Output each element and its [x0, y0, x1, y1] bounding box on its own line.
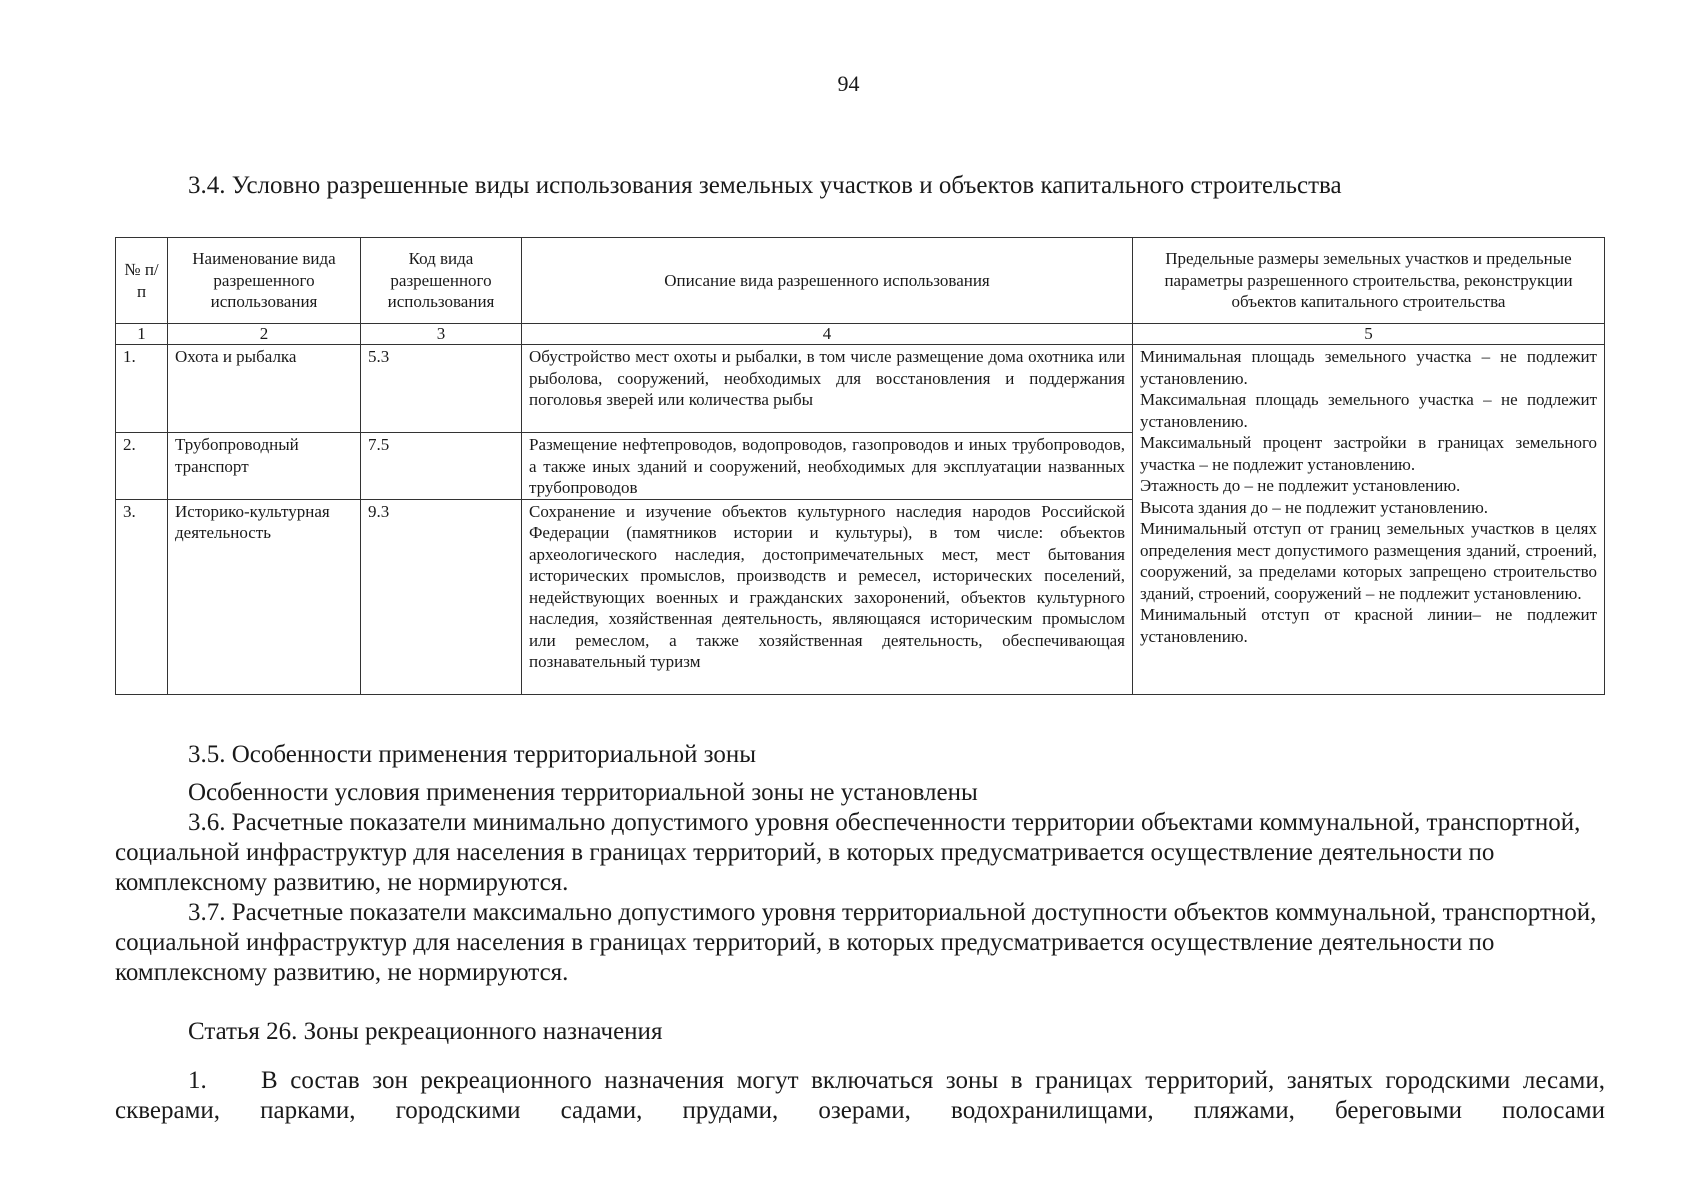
- article-26-item-1-paragraph: [115, 1066, 1605, 1126]
- column-number: 4: [522, 324, 1133, 345]
- row-number: 2.: [116, 433, 168, 500]
- column-number: 1: [116, 324, 168, 345]
- use-name: Трубопроводный транспорт: [168, 433, 361, 500]
- limits-cell: [1133, 345, 1605, 695]
- column-number: 2: [168, 324, 361, 345]
- table-header-row: [116, 238, 1605, 324]
- section-3-6-paragraph: 3.6. Расчетные показатели минимально допустимого уровня обеспеченности территории объектами коммунальной, транспортной, социальной инфраструктур для населения в границах территорий, в которых предусматривается осуществление деятельности по комплексному развитию, не нормируются.: [115, 809, 1581, 896]
- limit-min-setback-boundaries: Минимальный отступ от границ земельных участков в целях определения мест допустимого размещения зданий, строений, сооружений, за пределами которых запрещено строительство зданий, строений, сооружений – не подлежит установлению.: [1140, 519, 1597, 603]
- column-number-row: [116, 324, 1605, 345]
- use-name: Охота и рыбалка: [168, 345, 361, 433]
- row-number: 1.: [116, 345, 168, 433]
- use-description: Сохранение и изучение объектов культурного наследия народов Российской Федерации (памятников истории и культуры), в том числе: объектов археологического наследия, достопримечательных мест, мест бытования исторических промыслов, производств и ремесел, исторических поселений, недействующих военных и гражданских захоронений, объектов культурного наследия, хозяйственная деятельность, являющаяся историческим промыслом или ремеслом, а также хозяйственная деятельность, обеспечивающая познавательный туризм: [522, 499, 1133, 694]
- limit-max-area: Максимальная площадь земельного участка – не подлежит установлению.: [1140, 390, 1597, 431]
- row-number: 3.: [116, 499, 168, 694]
- limit-floors: Этажность до – не подлежит установлению.: [1140, 476, 1461, 495]
- use-code: 9.3: [361, 499, 522, 694]
- article-26-item-1-number: 1.: [188, 1067, 207, 1094]
- article-26-heading: Статья 26. Зоны рекреационного назначения: [188, 1018, 663, 1045]
- header-use-code: Код вида разрешенного использования: [361, 238, 522, 324]
- use-description: Обустройство мест охоты и рыбалки, в том числе размещение дома охотника или рыболова, сооружений, необходимых для восстановления и поддержания поголовья зверей или количества рыбы: [522, 345, 1133, 433]
- use-code: 7.5: [361, 433, 522, 500]
- section-3-4-heading: 3.4. Условно разрешенные виды использования земельных участков и объектов капитального строительства: [188, 172, 1342, 199]
- article-26-item-1: [115, 1066, 1605, 1126]
- header-limits: Предельные размеры земельных участков и предельные параметры разрешенного строительства, реконструкции объектов капитального строительства: [1133, 238, 1605, 324]
- column-number: 3: [361, 324, 522, 345]
- limit-min-setback-red-line: Минимальный отступ от красной линии– не подлежит установлению.: [1140, 605, 1597, 646]
- permitted-use-table: [115, 237, 1605, 695]
- use-name: Историко-культурная деятельность: [168, 499, 361, 694]
- limit-max-coverage: Максимальный процент застройки в границах земельного участка – не подлежит установлению.: [1140, 433, 1597, 474]
- table-row: [116, 345, 1605, 433]
- header-number: № п/п: [116, 238, 168, 324]
- page-number: 94: [837, 71, 860, 96]
- header-use-description: Описание вида разрешенного использования: [522, 238, 1133, 324]
- section-3-5-text: Особенности условия применения территориальной зоны не установлены: [188, 779, 978, 806]
- section-3-7-paragraph: 3.7. Расчетные показатели максимально допустимого уровня территориальной доступности объектов коммунальной, транспортной, социальной инфраструктур для населения в границах территорий, в которых предусматривается осуществление деятельности по комплексному развитию, не нормируются.: [115, 899, 1597, 986]
- column-number: 5: [1133, 324, 1605, 345]
- limit-height: Высота здания до – не подлежит установлению.: [1140, 497, 1489, 517]
- sections-3-5-to-3-7-body: [115, 778, 1605, 988]
- use-code: 5.3: [361, 345, 522, 433]
- limit-min-area: Минимальная площадь земельного участка – не подлежит установлению.: [1140, 347, 1597, 388]
- header-use-name: Наименование вида разрешенного использования: [168, 238, 361, 324]
- section-3-5-heading: 3.5. Особенности применения территориальной зоны: [188, 741, 757, 768]
- use-description: Размещение нефтепроводов, водопроводов, газопроводов и иных трубопроводов, а также иных зданий и сооружений, необходимых для эксплуатации названных трубопроводов: [522, 433, 1133, 500]
- article-26-item-1-text: В состав зон рекреационного назначения могут включаться зоны в границах территорий, занятых городскими лесами, скверами, парками, городскими садами, прудами, озерами, водохранилищами, пляжами, береговыми полосами: [115, 1067, 1605, 1124]
